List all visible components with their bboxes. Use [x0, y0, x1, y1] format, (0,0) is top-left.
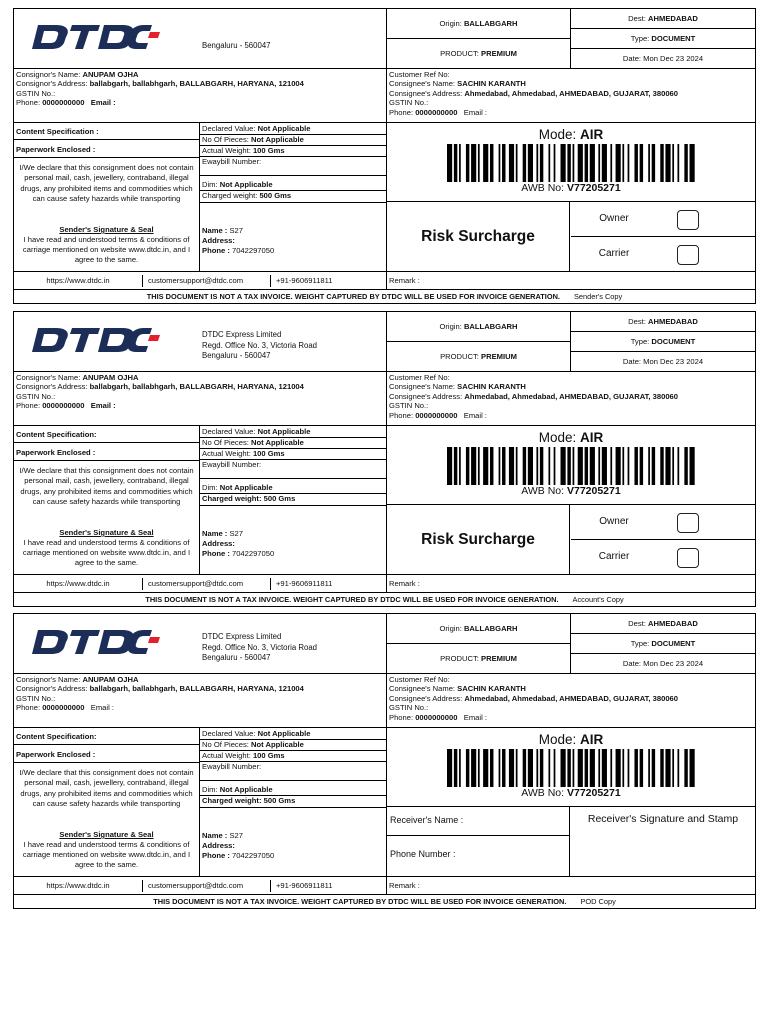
barcode-bar [610, 447, 612, 485]
carrier-option: Carrier [571, 237, 755, 272]
barcode-bar [483, 144, 488, 182]
barcode-bar [516, 447, 518, 485]
address-line: Bengaluru - 560047 [202, 351, 271, 361]
weight-block: Declared Value: Not Applicable No Of Pieces: Not Applicable Actual Weight: 100 Gms Ewaybill Number: Dim: Not Applicable Charged weight: 500 Gms Name : S27 Address: Phone : 7042297050 [200, 728, 387, 876]
origin-field: Origin: BALLABGARH [439, 321, 518, 331]
barcode-bar [528, 447, 533, 485]
support-phone: +91-9606911811 [270, 578, 386, 590]
address-line: DTDC Express Limited [202, 632, 282, 641]
barcode-bar [640, 749, 643, 787]
ewaybill-label: Ewaybill Number: [202, 460, 262, 469]
risk-surcharge: Risk Surcharge [387, 505, 570, 574]
barcode-bar [622, 749, 624, 787]
owner-carrier-block [571, 202, 755, 271]
pickup-contact: Name : S27 Address: Phone : 7042297050 [202, 226, 275, 255]
barcode-bar [590, 447, 595, 485]
shipment-details [14, 728, 755, 877]
barcode-bar [672, 447, 674, 485]
contact-row [14, 272, 755, 290]
sender-signature: Sender's Signature & Seal I have read and understood terms & conditions of carriage mentioned on website www.dtdc.in, and I agree to the same. [22, 225, 191, 264]
barcode-bar [665, 447, 670, 485]
barcode-bar [459, 749, 461, 787]
consignor-name: ANUPAM OJHA [82, 70, 139, 79]
pieces-value: Not Applicable [250, 740, 304, 749]
support-phone: +91-9606911811 [270, 880, 386, 892]
waybill-slip [13, 8, 756, 304]
barcode-bar [454, 749, 457, 787]
actual-weight: 100 Gms [252, 146, 285, 155]
barcode-bar [528, 144, 533, 182]
barcode-bar [523, 144, 526, 182]
tax-notice: THIS DOCUMENT IS NOT A TAX INVOICE. WEIGHT CAPTURED BY DTDC WILL BE USED FOR INVOICE GENERATION. Sender's Copy [146, 292, 623, 301]
dim-value: Not Applicable [219, 180, 273, 189]
paperwork-label: Paperwork Enclosed : [16, 448, 96, 457]
remark-field: Remark : [389, 275, 420, 285]
barcode-bar [602, 447, 607, 485]
address-line: Regd. Office No. 3, Victoria Road [202, 340, 317, 350]
dest-field: Dest: AHMEDABAD [628, 618, 698, 628]
barcode-bar [509, 749, 514, 787]
barcode-bar [516, 749, 518, 787]
consignee-email: Email : [463, 410, 487, 420]
awb-number: AWB No: V77205271 [521, 787, 621, 799]
consignor-phone: 0000000000 [42, 98, 85, 108]
barcode-bar [628, 144, 630, 182]
barcode-bar [523, 447, 526, 485]
barcode-bar [471, 749, 476, 787]
origin-field: Origin: BALLABGARH [439, 18, 518, 28]
barcode-bar [660, 749, 663, 787]
consignor-address: ballabgarh, ballabhgarh, BALLABGARH, HARYANA, 121004 [89, 79, 304, 89]
barcode-bar [536, 144, 538, 182]
barcode-bar [590, 749, 595, 787]
customer-ref: Customer Ref No: [389, 675, 450, 684]
charged-weight: 500 Gms [263, 494, 296, 503]
remark-field: Remark : [389, 578, 420, 588]
content-block [14, 123, 200, 271]
consignor-email: Email : [90, 401, 116, 411]
barcode-bar [610, 144, 612, 182]
barcode-bar [690, 447, 695, 485]
barcode-bar [628, 447, 630, 485]
consignee-phone: 0000000000 [415, 107, 458, 117]
company-block [14, 9, 387, 68]
dim-value: Not Applicable [219, 785, 273, 794]
date-field: Date: Mon Dec 23 2024 [571, 351, 755, 371]
barcode-bar [536, 447, 538, 485]
barcode-bar [554, 144, 556, 182]
barcode-bar [478, 144, 480, 182]
consignor-name: ANUPAM OJHA [82, 675, 139, 684]
consignor-phone: 0000000000 [42, 703, 85, 713]
contact-info [14, 877, 387, 894]
receiver-signature-stamp: Receiver's Signature and Stamp [587, 813, 739, 825]
contact-row [14, 877, 755, 895]
owner-checkbox[interactable] [677, 513, 699, 533]
barcode-bar [585, 144, 588, 182]
origin-product-block [387, 312, 571, 371]
declared-value: Not Applicable [257, 124, 311, 133]
receiver-block [387, 807, 570, 876]
mode-field: Mode: AIR [538, 732, 604, 747]
barcode-bar [648, 447, 650, 485]
barcode-bar [567, 749, 570, 787]
slip-header [14, 614, 755, 674]
origin-product-block [387, 9, 571, 68]
contact-row [14, 575, 755, 593]
barcode-bar [652, 144, 655, 182]
barcode-bar [483, 447, 488, 485]
awb-number: AWB No: V77205271 [521, 485, 621, 497]
barcode-bar [447, 144, 452, 182]
address-line: Regd. Office No. 3, Victoria Road [202, 642, 317, 652]
carrier-checkbox[interactable] [677, 245, 699, 265]
awb-block [387, 426, 755, 574]
barcode-bar [610, 749, 612, 787]
barcode-bar [499, 144, 501, 182]
barcode-bar [598, 144, 600, 182]
charged-weight: 500 Gms [263, 796, 296, 805]
declared-value: Not Applicable [257, 729, 311, 738]
consignee-name: SACHIN KARANTH [457, 382, 526, 392]
consignee-phone: 0000000000 [415, 410, 458, 420]
consignee-address: Ahmedabad, Ahmedabad, AHMEDABAD, GUJARAT, 380060 [464, 391, 678, 401]
type-field: Type: DOCUMENT [571, 331, 755, 351]
consignor-address: ballabgarh, ballabhgarh, BALLABGARH, HARYANA, 121004 [89, 382, 304, 392]
barcode-bar [561, 447, 566, 485]
owner-option: Owner [571, 202, 755, 237]
barcode-bar [665, 144, 670, 182]
customer-ref: Customer Ref No: [389, 373, 450, 382]
slip-header [14, 9, 755, 69]
barcode-bar [622, 447, 624, 485]
slip-header [14, 312, 755, 372]
owner-carrier-block [571, 505, 755, 574]
dtdc-logo [30, 326, 162, 356]
company-block [14, 614, 387, 673]
origin-product-block [387, 614, 571, 673]
declared-value: Not Applicable [257, 427, 311, 436]
barcode-bar [454, 447, 457, 485]
barcode-bar [640, 144, 643, 182]
actual-weight: 100 Gms [252, 449, 285, 458]
dest-field: Dest: AHMEDABAD [628, 13, 698, 23]
barcode-bar [509, 447, 514, 485]
consignor-gstin: GSTIN No.: [16, 88, 56, 98]
address-line: Bengaluru - 560047 [202, 41, 271, 50]
address-line: DTDC Express Limited [202, 330, 282, 339]
barcode-bar [652, 447, 655, 485]
consignee-name: SACHIN KARANTH [457, 79, 526, 89]
awb-barcode [447, 749, 707, 787]
barcode-bar [466, 144, 469, 182]
customer-ref: Customer Ref No: [389, 70, 450, 79]
owner-option: Owner [571, 505, 755, 540]
barcode-bar [499, 749, 501, 787]
barcode-bar [634, 144, 637, 182]
barcode-bar [548, 447, 550, 485]
dest-block [571, 614, 755, 673]
barcode-bar [502, 144, 505, 182]
content-spec-label: Content Specification: [16, 430, 97, 439]
company-address [202, 330, 317, 362]
date-field: Date: Mon Dec 23 2024 [571, 653, 755, 673]
barcode-bar [573, 144, 575, 182]
mode-field: Mode: AIR [538, 430, 604, 445]
barcode-bar [585, 447, 588, 485]
barcode-bar [483, 749, 488, 787]
content-spec-label: Content Specification: [16, 732, 97, 741]
awb-block [387, 123, 755, 271]
website-link[interactable]: https://www.dtdc.in [46, 578, 110, 588]
sender-signature: Sender's Signature & Seal I have read and understood terms & conditions of carriage mentioned on website www.dtdc.in, and I agree to the same. [22, 830, 191, 869]
barcode-bar [478, 447, 480, 485]
product-field: PRODUCT: PREMIUM [387, 38, 570, 68]
barcode-bar [466, 749, 469, 787]
barcode-bar [622, 144, 624, 182]
barcode-bar [516, 144, 518, 182]
barcode-bar [540, 144, 543, 182]
contact-info [14, 272, 387, 289]
barcode-bar [509, 144, 514, 182]
barcode-bar [628, 749, 630, 787]
weight-block: Declared Value: Not Applicable No Of Pieces: Not Applicable Actual Weight: 100 Gms Ewaybill Number: Dim: Not Applicable Charged weight: 500 Gms Name : S27 Address: Phone : 7042297050 [200, 123, 387, 271]
consignee-email: Email : [463, 712, 487, 722]
consignee-email: Email : [463, 107, 487, 117]
declaration-text: I/We declare that this consignment does not contain personal mail, cash, jewellery, contraband, illegal drugs, any prohibited items and commodities which can cause safety hazards while transporting [19, 163, 194, 203]
carrier-checkbox[interactable] [677, 548, 699, 568]
barcode-bar [523, 749, 526, 787]
barcode-bar [684, 144, 687, 182]
barcode-bar [573, 447, 575, 485]
awb-barcode [447, 144, 707, 182]
consignee-name: SACHIN KARANTH [457, 684, 526, 694]
parties-row [14, 372, 755, 426]
support-email[interactable]: customersupport@dtdc.com [142, 275, 270, 287]
barcode-bar [578, 144, 583, 182]
barcode-bar [672, 144, 674, 182]
barcode-bar [684, 749, 687, 787]
ewaybill-label: Ewaybill Number: [202, 762, 262, 771]
barcode-bar [634, 447, 637, 485]
barcode-bar [567, 447, 570, 485]
barcode-bar [554, 447, 556, 485]
consignee-gstin: GSTIN No.: [389, 703, 429, 713]
consignor-email: Email : [90, 703, 114, 713]
type-field: Type: DOCUMENT [571, 28, 755, 48]
consignee-phone: 0000000000 [415, 712, 458, 722]
barcode-bar [677, 749, 679, 787]
dest-block [571, 312, 755, 371]
paperwork-label: Paperwork Enclosed : [16, 750, 96, 759]
barcode-bar [602, 144, 607, 182]
copy-label: Account's Copy [572, 595, 624, 604]
barcode-bar [466, 447, 469, 485]
parties-row [14, 69, 755, 123]
barcode-bar [490, 447, 493, 485]
receiver-phone-field[interactable]: Phone Number : [390, 849, 456, 859]
barcode-bar [690, 144, 695, 182]
consignee-address: Ahmedabad, Ahmedabad, AHMEDABAD, GUJARAT, 380060 [464, 693, 678, 703]
consignee-block: Customer Ref No: Consignee's Name: SACHIN KARANTH Consignee's Address: Ahmedabad, Ahmedabad, AHMEDABAD, GUJARAT, 380060 GSTIN No.: Phone: 0000000000 Email : [387, 69, 755, 122]
barcode-bar [447, 447, 452, 485]
barcode-bar [459, 447, 461, 485]
barcode-bar [616, 749, 621, 787]
barcode-bar [471, 447, 476, 485]
barcode-bar [573, 749, 575, 787]
barcode-bar [578, 447, 583, 485]
remark-field: Remark : [389, 880, 420, 890]
shipment-details [14, 123, 755, 272]
consignor-block: Consignor's Name: ANUPAM OJHA Consignor's Address: ballabgarh, ballabhgarh, BALLABGARH, HARYANA, 121004 GSTIN No.: Phone: 0000000000 Email : [14, 372, 387, 425]
barcode-bar [478, 749, 480, 787]
barcode-bar [459, 144, 461, 182]
barcode-bar [677, 447, 679, 485]
owner-checkbox[interactable] [677, 210, 699, 230]
barcode-bar [616, 144, 621, 182]
barcode-bar [677, 144, 679, 182]
barcode-bar [616, 447, 621, 485]
mode-field: Mode: AIR [538, 127, 604, 142]
barcode-bar [502, 749, 505, 787]
consignor-email: Email : [90, 98, 116, 108]
product-field: PRODUCT: PREMIUM [387, 341, 570, 371]
company-address [202, 41, 271, 52]
consignor-name: ANUPAM OJHA [82, 373, 139, 382]
awb-barcode [447, 447, 707, 485]
barcode-bar [567, 144, 570, 182]
waybill-slip [13, 311, 756, 607]
barcode-bar [561, 144, 566, 182]
barcode-bar [561, 749, 566, 787]
parties-row [14, 674, 755, 728]
barcode-bar [447, 749, 452, 787]
content-block [14, 426, 200, 574]
copy-label: POD Copy [580, 897, 616, 906]
origin-field: Origin: BALLABGARH [439, 623, 518, 633]
copy-label: Sender's Copy [573, 292, 623, 301]
barcode-bar [499, 447, 501, 485]
actual-weight: 100 Gms [252, 751, 285, 760]
product-field: PRODUCT: PREMIUM [387, 643, 570, 673]
barcode-bar [554, 749, 556, 787]
address-line: Bengaluru - 560047 [202, 653, 271, 663]
consignor-block: Consignor's Name: ANUPAM OJHA Consignor's Address: ballabgarh, ballabhgarh, BALLABGARH, HARYANA, 121004 GSTIN No.: Phone: 0000000000 Email : [14, 674, 387, 727]
consignee-address: Ahmedabad, Ahmedabad, AHMEDABAD, GUJARAT, 380060 [464, 88, 678, 98]
consignor-block: Consignor's Name: ANUPAM OJHA Consignor's Address: ballabgarh, ballabhgarh, BALLABGARH, HARYANA, 121004 GSTIN No.: Phone: 0000000000 Email : [14, 69, 387, 122]
company-address [202, 632, 317, 664]
barcode-bar [648, 749, 650, 787]
barcode-bar [648, 144, 650, 182]
barcode-bar [536, 749, 538, 787]
pieces-value: Not Applicable [250, 135, 304, 144]
barcode-bar [598, 749, 600, 787]
barcode-bar [490, 144, 493, 182]
barcode-bar [471, 144, 476, 182]
barcode-bar [502, 447, 505, 485]
date-field: Date: Mon Dec 23 2024 [571, 48, 755, 68]
ewaybill-label: Ewaybill Number: [202, 157, 262, 166]
barcode-bar [585, 749, 588, 787]
content-spec-label: Content Specification : [16, 127, 99, 136]
barcode-bar [548, 749, 550, 787]
barcode-bar [590, 144, 595, 182]
pickup-contact: Name : S27 Address: Phone : 7042297050 [202, 529, 275, 558]
carrier-option: Carrier [571, 540, 755, 575]
barcode-bar [665, 749, 670, 787]
pieces-value: Not Applicable [250, 438, 304, 447]
barcode-bar [660, 144, 663, 182]
support-email[interactable]: customersupport@dtdc.com [142, 880, 270, 892]
contact-info [14, 575, 387, 592]
consignee-gstin: GSTIN No.: [389, 98, 429, 108]
barcode-bar [634, 749, 637, 787]
barcode-bar [640, 447, 643, 485]
website-link[interactable]: https://www.dtdc.in [46, 880, 110, 890]
barcode-bar [652, 749, 655, 787]
risk-surcharge: Risk Surcharge [387, 202, 570, 271]
barcode-bar [454, 144, 457, 182]
paperwork-label: Paperwork Enclosed : [16, 145, 96, 154]
barcode-bar [490, 749, 493, 787]
declaration-text: I/We declare that this consignment does not contain personal mail, cash, jewellery, contraband, illegal drugs, any prohibited items and commodities which can cause safety hazards while transporting [19, 466, 194, 506]
pickup-contact: Name : S27 Address: Phone : 7042297050 [202, 831, 275, 860]
consignor-gstin: GSTIN No.: [16, 391, 56, 401]
consignee-gstin: GSTIN No.: [389, 401, 429, 411]
website-link[interactable]: https://www.dtdc.in [46, 275, 110, 285]
dim-value: Not Applicable [219, 483, 273, 492]
tax-notice: THIS DOCUMENT IS NOT A TAX INVOICE. WEIGHT CAPTURED BY DTDC WILL BE USED FOR INVOICE GENERATION. Account's Copy [145, 595, 624, 604]
dest-block [571, 9, 755, 68]
tax-notice: THIS DOCUMENT IS NOT A TAX INVOICE. WEIGHT CAPTURED BY DTDC WILL BE USED FOR INVOICE GENERATION. POD Copy [153, 897, 616, 906]
support-phone: +91-9606911811 [270, 275, 386, 287]
content-block [14, 728, 200, 876]
barcode-bar [548, 144, 550, 182]
awb-block [387, 728, 755, 876]
consignor-phone: 0000000000 [42, 401, 85, 411]
barcode-bar [602, 749, 607, 787]
sender-signature: Sender's Signature & Seal I have read and understood terms & conditions of carriage mentioned on website www.dtdc.in, and I agree to the same. [22, 528, 191, 567]
barcode-bar [540, 447, 543, 485]
dest-field: Dest: AHMEDABAD [628, 316, 698, 326]
barcode-bar [598, 447, 600, 485]
company-block [14, 312, 387, 371]
consignee-block: Customer Ref No: Consignee's Name: SACHIN KARANTH Consignee's Address: Ahmedabad, Ahmedabad, AHMEDABAD, GUJARAT, 380060 GSTIN No.: Phone: 0000000000 Email : [387, 674, 755, 727]
barcode-bar [660, 447, 663, 485]
consignor-gstin: GSTIN No.: [16, 693, 56, 703]
barcode-bar [578, 749, 583, 787]
waybill-slip [13, 613, 756, 909]
consignee-block: Customer Ref No: Consignee's Name: SACHIN KARANTH Consignee's Address: Ahmedabad, Ahmedabad, AHMEDABAD, GUJARAT, 380060 GSTIN No.: Phone: 0000000000 Email : [387, 372, 755, 425]
consignor-address: ballabgarh, ballabhgarh, BALLABGARH, HARYANA, 121004 [89, 684, 304, 694]
dtdc-logo [30, 23, 162, 53]
weight-block: Declared Value: Not Applicable No Of Pieces: Not Applicable Actual Weight: 100 Gms Ewaybill Number: Dim: Not Applicable Charged weight: 500 Gms Name : S27 Address: Phone : 7042297050 [200, 426, 387, 574]
barcode-bar [540, 749, 543, 787]
declaration-text: I/We declare that this consignment does not contain personal mail, cash, jewellery, contraband, illegal drugs, any prohibited items and commodities which can cause safety hazards while transporting [19, 768, 194, 808]
shipment-details [14, 426, 755, 575]
charged-weight: 500 Gms [259, 191, 292, 200]
receiver-name-field[interactable]: Receiver's Name : [390, 815, 464, 825]
awb-number: AWB No: V77205271 [521, 182, 621, 194]
barcode-bar [690, 749, 695, 787]
dtdc-logo [30, 628, 162, 658]
barcode-bar [672, 749, 674, 787]
barcode-bar [528, 749, 533, 787]
barcode-bar [684, 447, 687, 485]
support-email[interactable]: customersupport@dtdc.com [142, 578, 270, 590]
type-field: Type: DOCUMENT [571, 633, 755, 653]
